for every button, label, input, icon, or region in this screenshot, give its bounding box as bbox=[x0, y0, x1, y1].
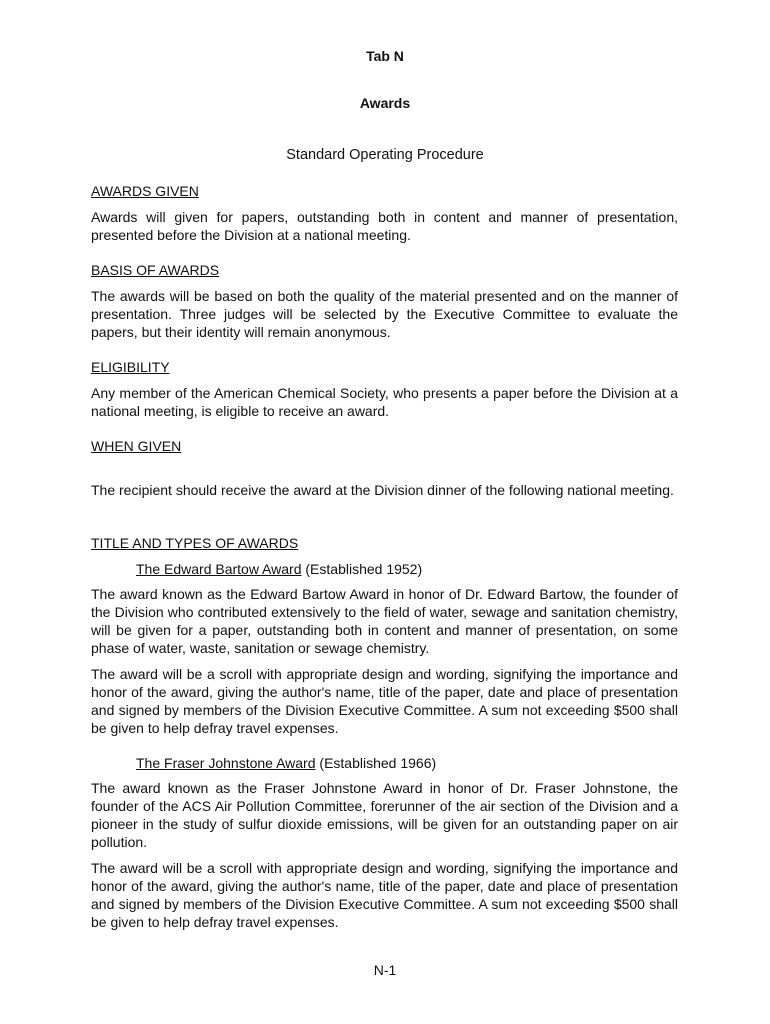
tab-label: Tab N bbox=[366, 48, 404, 64]
paragraph-when-given: The recipient should receive the award at the Division dinner of the following national meeting. bbox=[91, 482, 674, 498]
award-established-bartow: (Established 1952) bbox=[301, 561, 423, 577]
paragraph-awards-given: Awards will given for papers, outstanding both in content and manner of presentation, presented before the Division at a national meeting. bbox=[91, 209, 678, 243]
award-name-bartow: The Edward Bartow Award bbox=[136, 561, 302, 577]
heading-awards-given: AWARDS GIVEN bbox=[91, 183, 199, 199]
award-established-johnstone: (Established 1966) bbox=[315, 755, 437, 771]
page-number: N-1 bbox=[373, 962, 397, 978]
paragraph-eligibility: Any member of the American Chemical Society, who presents a paper before the Division at a national meeting, is eligible to receive an award. bbox=[91, 385, 678, 419]
page-title: Awards bbox=[359, 95, 411, 111]
paragraph-johnstone-scroll: The award will be a scroll with appropriate design and wording, signifying the importance and honor of the award, giving the author's name, title of the paper, date and place of presentation and signed by members of the Division Executive Committee. A sum not exceeding $500 shall be given to help defray travel expenses. bbox=[91, 860, 678, 930]
paragraph-bartow-description: The award known as the Edward Bartow Award in honor of Dr. Edward Bartow, the founder of the Division who contributed extensively to the field of water, sewage and sanitation chemistry, will be given for a paper, outstanding both in content and manner of presentation, on some phase of water, waste, sanitation or sewage chemistry. bbox=[91, 586, 678, 656]
award-title-bartow bbox=[136, 561, 422, 577]
paragraph-bartow-scroll: The award will be a scroll with appropriate design and wording, signifying the importance and honor of the award, giving the author's name, title of the paper, date and place of presentation and signed by members of the Division Executive Committee. A sum not exceeding $500 shall be given to help defray travel expenses. bbox=[91, 666, 678, 736]
paragraph-basis-of-awards: The awards will be based on both the quality of the material presented and on the manner of presentation. Three judges will be selected by the Executive Committee to evaluate the papers, but their identity will remain anonymous. bbox=[91, 288, 678, 340]
heading-eligibility: ELIGIBILITY bbox=[91, 359, 170, 375]
page-subtitle: Standard Operating Procedure bbox=[286, 147, 484, 163]
heading-basis-of-awards: BASIS OF AWARDS bbox=[91, 262, 220, 278]
award-name-johnstone: The Fraser Johnstone Award bbox=[136, 755, 316, 771]
heading-title-and-types: TITLE AND TYPES OF AWARDS bbox=[91, 535, 299, 551]
award-title-johnstone bbox=[136, 755, 436, 771]
paragraph-johnstone-description: The award known as the Fraser Johnstone Award in honor of Dr. Fraser Johnstone, the founder of the ACS Air Pollution Committee, forerunner of the air section of the Division and a pioneer in the study of sulfur dioxide emissions, will be given for an outstanding paper on air pollution. bbox=[91, 780, 678, 850]
heading-when-given: WHEN GIVEN bbox=[91, 438, 182, 454]
